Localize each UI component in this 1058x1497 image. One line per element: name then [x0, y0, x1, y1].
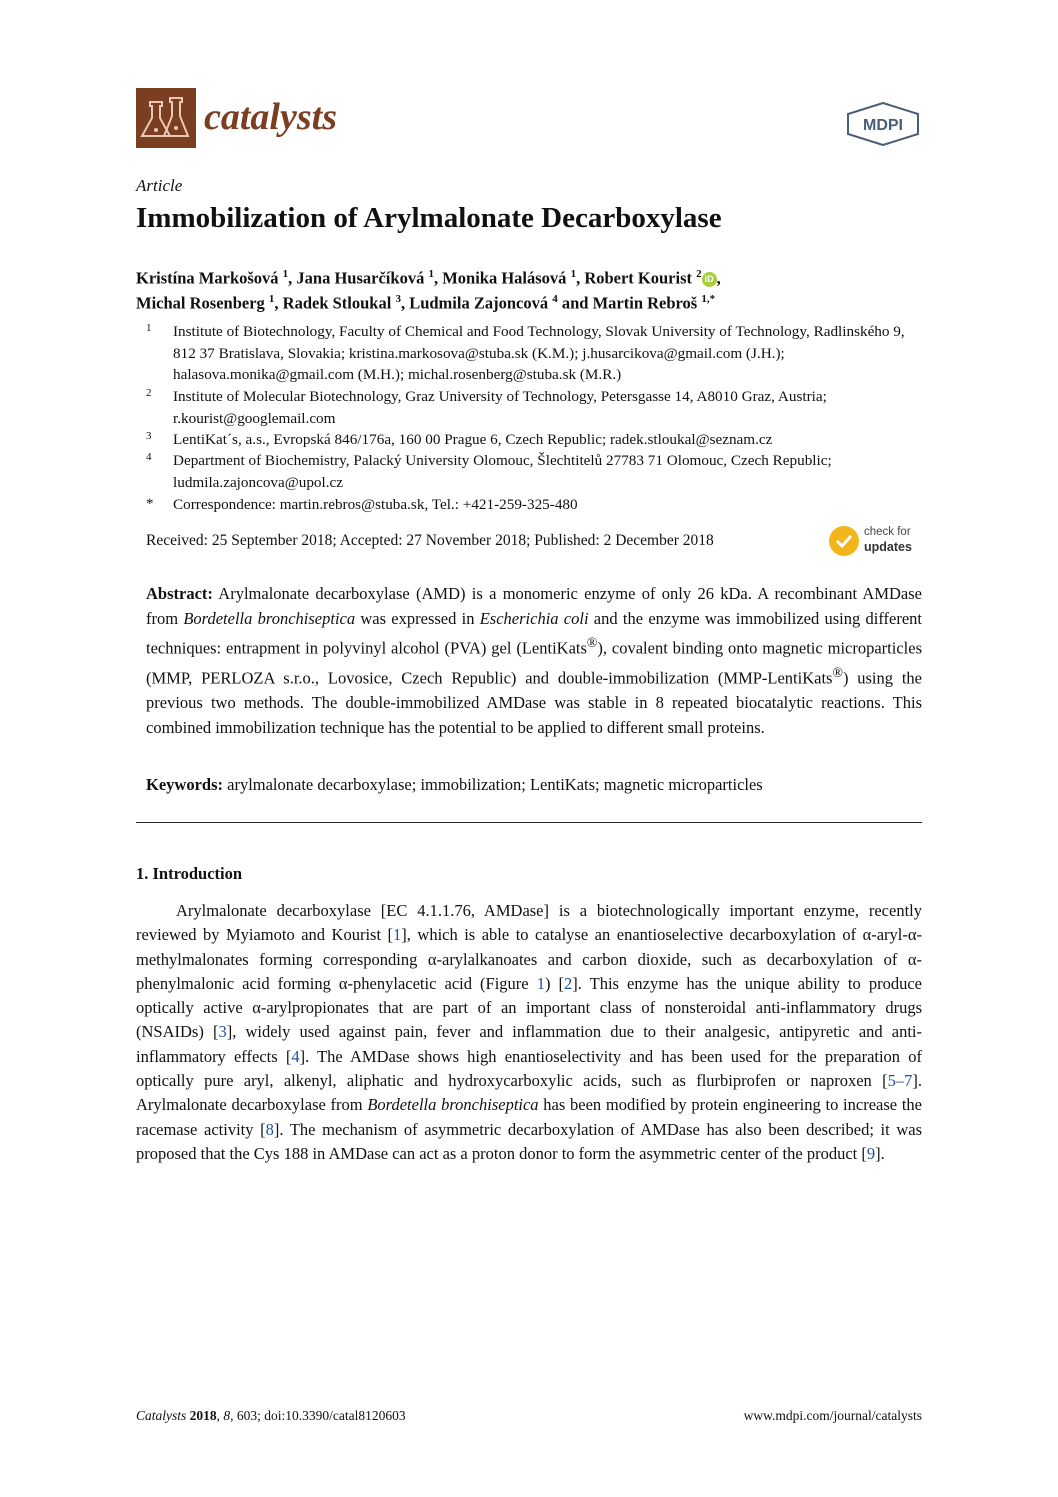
author-name[interactable]: Radek Stloukal: [282, 293, 392, 313]
citation-link[interactable]: 1: [393, 925, 402, 945]
registered-mark: ®: [832, 665, 843, 680]
mdpi-logo-text: MDPI: [863, 117, 903, 134]
body-text: ) [: [544, 973, 564, 993]
author-affiliation-sup: 1: [282, 268, 289, 280]
abstract-text: was expressed in: [355, 608, 480, 628]
affiliation-item: [136, 429, 924, 451]
affiliation-item: [136, 321, 924, 387]
author-affiliation-sup: 3: [395, 293, 401, 305]
citation-link[interactable]: 2: [564, 973, 573, 993]
abstract-species: Bordetella bronchiseptica: [183, 608, 356, 628]
registered-mark: ®: [586, 635, 598, 650]
keywords-label: Keywords:: [146, 775, 223, 794]
figure-link[interactable]: 1: [536, 973, 545, 993]
journal-logo-icon: [136, 88, 196, 148]
citation-link[interactable]: 3: [218, 1022, 227, 1042]
divider: [136, 822, 922, 823]
check-updates-label: check for: [864, 526, 911, 538]
body-text: has been modified by protein engineering to increase the racemase activity [: [136, 1095, 922, 1139]
citation-link[interactable]: 4: [291, 1046, 300, 1066]
footer-volume: 8: [223, 1408, 231, 1423]
author-name[interactable]: Michal Rosenberg: [136, 293, 265, 313]
orcid-icon[interactable]: iD: [702, 272, 717, 287]
authors-and: and: [561, 293, 589, 313]
author-name[interactable]: Martin Rebroš: [592, 293, 698, 313]
footer-doi[interactable]: , 603; doi:10.3390/catal8120603: [230, 1408, 406, 1423]
body-text: ]. Arylmalonate decarboxylase from: [136, 1071, 922, 1115]
author-affiliation-sup: 2: [696, 268, 702, 280]
abstract-text: ) using the previous two methods. The double-immobilized AMDase was stable in 8 repeated biocatalytic reactions. This combined immobilization technique has the potential to be applied to different small proteins.: [146, 668, 922, 737]
keywords: [146, 773, 922, 798]
affiliation-text: Institute of Biotechnology, Faculty of Chemical and Food Technology, Slovak University of Technology, Radlinského 9, 812 37 Bratislava, Slovakia; kristina.markosova@stuba.sk (K.M.); j.husarcikova@gmail.com (J.H.); halasova.monika@gmail.com (M.H.); michal.rosenberg@stuba.sk (M.R.): [173, 323, 905, 383]
affiliation-number: 4: [146, 451, 152, 463]
section-heading: 1. Introduction: [136, 864, 243, 883]
body-text: ]. This enzyme has the unique ability to produce optically active α-arylpropionates that are part of an important class of nonsteroidal anti-inflammatory drugs (NSAIDs) [: [136, 973, 922, 1042]
author-affiliation-sup: 1,*: [701, 293, 716, 305]
check-updates-label-bold: updates: [864, 540, 912, 554]
affiliation-text: Institute of Molecular Biotechnology, Graz University of Technology, Petersgasse 14, A8010 Graz, Austria; r.kourist@googlemail.com: [173, 388, 827, 427]
author-name[interactable]: Kristína Markošová: [136, 268, 279, 288]
citation-link[interactable]: 9: [866, 1143, 876, 1163]
body-text: ]. The AMDase shows high enantioselectivity and has been used for the preparation of optically pure aryl, alkenyl, aliphatic and hydroxycarboxylic acids, such as flurbiprofen or naproxen [: [136, 1046, 922, 1091]
citation-link[interactable]: 5–7: [887, 1071, 913, 1091]
article-type: Article: [136, 176, 183, 195]
check-for-updates-button[interactable]: [829, 524, 925, 560]
author-affiliation-sup: 1: [428, 268, 434, 280]
author-affiliation-sup: 1: [268, 293, 275, 305]
authors-line-2: Michal Rosenberg $^1$, Radek Stloukal $^3$, Ludmila Zajoncová $^4$ and Martin Rebroš $^{1,*}$: [136, 293, 716, 313]
citation-link[interactable]: 8: [265, 1119, 274, 1139]
abstract: [146, 582, 922, 740]
intro-paragraph: [136, 899, 922, 1166]
abstract-text: Arylmalonate decarboxylase (AMD) is a monomeric enzyme of only 26 kDa. A recombinant AMDase from: [146, 584, 922, 628]
body-text: ], widely used against pain, fever and inflammation due to their analgesic, antipyretic and anti-inflammatory effects [: [136, 1022, 922, 1066]
correspondence-item: [136, 494, 924, 516]
body-text: Arylmalonate decarboxylase [EC 4.1.1.76, AMDase] is a biotechnologically important enzyme, recently reviewed by Myiamoto and Kourist [: [136, 901, 922, 945]
footer-citation: Catalysts 2018, 8, 603; doi:10.3390/catal8120603: [136, 1408, 406, 1423]
check-updates-icon: [829, 526, 859, 556]
author-name[interactable]: Jana Husarčíková: [296, 268, 425, 288]
affiliation-item: [136, 386, 924, 430]
author-affiliation-sup: 1: [570, 268, 577, 280]
affiliation-number: 3: [146, 430, 152, 442]
affiliation-number: 2: [146, 387, 152, 399]
journal-name[interactable]: catalysts: [204, 96, 337, 138]
authors-line-1: Kristína Markošová $^1$, Jana Husarčíková $^1$, Monika Halásová $^1$, Robert Kourist $^2$ iD ,: [136, 268, 721, 288]
keywords-text: arylmalonate decarboxylase; immobilization; LentiKats; magnetic microparticles: [223, 775, 763, 794]
correspondence-text: Correspondence: martin.rebros@stuba.sk, Tel.: +421-259-325-480: [173, 496, 578, 513]
author-name[interactable]: Robert Kourist: [584, 268, 693, 288]
body-text: ], which is able to catalyse an enantioselective decarboxylation of α-aryl-α-methylmalonates forming corresponding α-arylalkanoates and carbon dioxide, such as decarboxylation of α-phenylmalonic acid forming α-phenylacetic acid (Figure: [136, 925, 922, 993]
affiliation-number: 1: [146, 322, 152, 334]
body-text: ]. The mechanism of asymmetric decarboxylation of AMDase has also been described; it was proposed that the Cys 188 in AMDase can act as a proton donor to form the asymmetric center of the product [: [136, 1119, 922, 1163]
affiliation-item: [136, 450, 924, 494]
footer-journal: Catalysts: [136, 1408, 187, 1423]
body-text: ].: [875, 1143, 885, 1163]
abstract-species: Escherichia coli: [479, 608, 589, 628]
author-name[interactable]: Monika Halásová: [442, 268, 567, 288]
mdpi-logo-icon[interactable]: [846, 102, 920, 146]
page-title: Immobilization of Arylmalonate Decarboxylase: [136, 202, 722, 234]
abstract-text: and the enzyme was immobilized using different techniques: entrapment in polyvinyl alcohol (PVA) gel (LentiKats: [146, 608, 922, 658]
footer-url[interactable]: www.mdpi.com/journal/catalysts: [743, 1408, 922, 1423]
abstract-label: Abstract:: [146, 584, 213, 603]
author-name[interactable]: Ludmila Zajoncová: [409, 293, 549, 313]
correspondence-marker: *: [146, 496, 154, 512]
abstract-text: ), covalent binding onto magnetic microparticles (MMP, PERLOZA s.r.o., Lovosice, Czech Republic) and double-immobilization (MMP-LentiKats: [146, 638, 922, 688]
publication-dates: Received: 25 September 2018; Accepted: 27 November 2018; Published: 2 December 2018: [146, 532, 714, 549]
species-name: Bordetella bronchiseptica: [367, 1095, 539, 1115]
affiliation-text: LentiKat´s, a.s., Evropská 846/176a, 160 00 Prague 6, Czech Republic; radek.stloukal@seznam.cz: [173, 431, 773, 448]
author-affiliation-sup: 4: [552, 293, 558, 305]
footer-year: 2018: [189, 1408, 217, 1423]
affiliation-text: Department of Biochemistry, Palacký University Olomouc, Šlechtitelů 27783 71 Olomouc, Czech Republic; ludmila.zajoncova@upol.cz: [173, 452, 832, 491]
